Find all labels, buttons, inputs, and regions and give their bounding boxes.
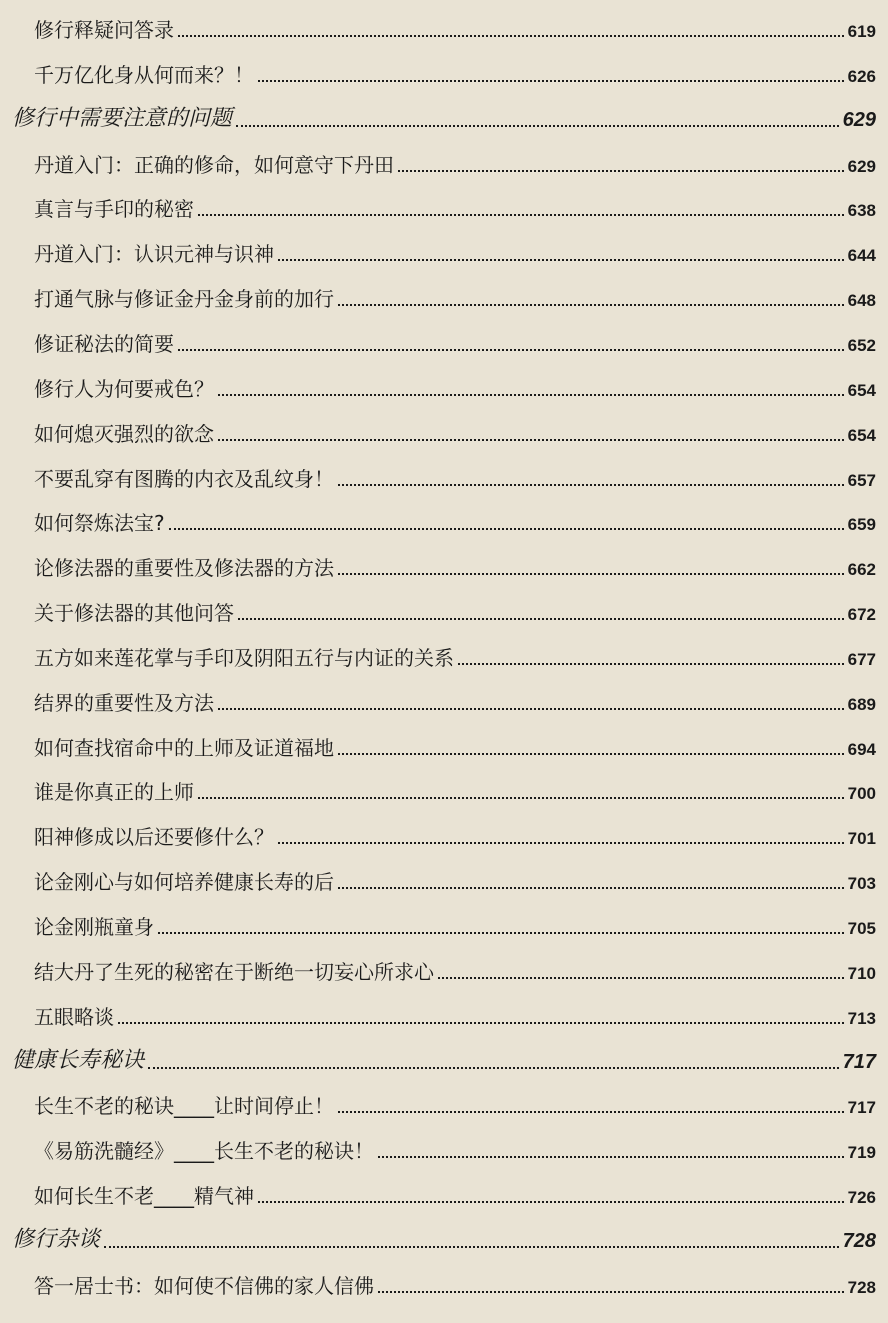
dot-leader xyxy=(378,1291,844,1293)
toc-entry[interactable] xyxy=(0,1170,888,1209)
dot-leader xyxy=(338,753,844,755)
dot-leader xyxy=(118,1022,844,1024)
entry-title: 丹道入门：认识元神与识神 xyxy=(34,242,274,267)
page-number: 644 xyxy=(847,246,876,266)
page-number: 654 xyxy=(847,380,876,400)
toc-section-heading[interactable] xyxy=(0,1215,888,1251)
entry-title: 如何熄灭强烈的欲念 xyxy=(34,421,214,446)
entry-title: 论金刚瓶童身 xyxy=(34,915,154,939)
dot-leader xyxy=(178,35,844,37)
dot-leader xyxy=(438,977,844,979)
dot-leader xyxy=(238,618,844,620)
entry-title: 《易筋洗髓经》____长生不老的秘诀！ xyxy=(34,1139,374,1164)
entry-title: 关于修法器的其他问答 xyxy=(34,601,234,626)
section-title: 修行中需要注意的问题 xyxy=(12,105,233,131)
toc-entry[interactable] xyxy=(0,4,888,40)
dot-leader xyxy=(218,439,844,441)
page-number: 726 xyxy=(847,1188,876,1208)
entry-title: 打通气脉与修证金丹金身前的加行 xyxy=(34,287,334,312)
dot-leader xyxy=(198,797,844,799)
dot-leader xyxy=(158,932,844,934)
toc-entry[interactable] xyxy=(0,946,888,982)
page-number: 619 xyxy=(847,22,876,41)
page-number: 652 xyxy=(847,335,876,355)
dot-leader xyxy=(278,842,844,844)
page-number: 657 xyxy=(847,470,876,490)
toc-entry[interactable] xyxy=(0,811,888,850)
entry-title: 论金刚心与如何培养健康长寿的后 xyxy=(34,870,334,895)
entry-title: 修证秘法的简要 xyxy=(34,331,174,356)
toc-entry[interactable] xyxy=(0,542,888,581)
toc-section-heading[interactable] xyxy=(0,94,888,130)
dot-leader xyxy=(378,1156,844,1158)
dot-leader xyxy=(148,1067,839,1069)
dot-leader xyxy=(198,214,844,216)
dot-leader xyxy=(278,259,844,261)
toc-entry[interactable] xyxy=(0,497,888,536)
toc-entry[interactable] xyxy=(0,363,888,399)
entry-title: 如何祭炼法宝? xyxy=(34,511,165,536)
toc-entry[interactable] xyxy=(0,228,888,267)
dot-leader xyxy=(169,528,844,530)
entry-title: 丹道入门：正确的修命，如何意守下丹田 xyxy=(34,152,394,177)
dot-leader xyxy=(236,125,839,127)
toc-entry[interactable] xyxy=(0,677,888,713)
page-number: 677 xyxy=(847,649,876,669)
page-number: 719 xyxy=(847,1143,876,1163)
toc-entry[interactable] xyxy=(0,766,888,805)
page-number: 728 xyxy=(847,1277,876,1297)
toc-entry[interactable] xyxy=(0,273,888,312)
toc-entry[interactable] xyxy=(0,1125,888,1164)
dot-leader xyxy=(398,170,844,172)
section-title: 修行杂谈 xyxy=(12,1226,101,1252)
page-number: 672 xyxy=(847,605,876,625)
entry-title: 结界的重要性及方法 xyxy=(34,690,214,715)
page-number: 700 xyxy=(847,784,876,804)
dot-leader xyxy=(258,1201,844,1203)
toc-entry[interactable] xyxy=(0,856,888,895)
page-number: 728 xyxy=(842,1229,876,1252)
toc-entry[interactable] xyxy=(0,49,888,85)
toc-entry[interactable] xyxy=(0,632,888,668)
page-number: 713 xyxy=(847,1008,876,1028)
entry-title: 谁是你真正的上师 xyxy=(34,780,194,805)
section-title: 健康长寿秘诀 xyxy=(12,1047,145,1073)
page-number: 648 xyxy=(847,291,876,311)
dot-leader xyxy=(258,80,844,82)
entry-title: 修行人为何要戒色？ xyxy=(34,376,214,401)
page-number: 662 xyxy=(847,560,876,580)
page-number: 717 xyxy=(842,1050,876,1073)
page-number: 703 xyxy=(847,874,876,894)
entry-title: 论修法器的重要性及修法器的方法 xyxy=(34,556,334,581)
toc-entry[interactable] xyxy=(0,587,888,626)
page-number: 710 xyxy=(847,963,876,983)
entry-title: 如何查找宿命中的上师及证道福地 xyxy=(34,735,334,760)
toc-entry[interactable] xyxy=(0,1260,888,1296)
dot-leader xyxy=(218,708,844,710)
dot-leader xyxy=(178,349,844,351)
dot-leader xyxy=(338,1111,844,1113)
page-number: 701 xyxy=(847,829,876,849)
toc-entry[interactable] xyxy=(0,318,888,354)
entry-title: 结大丹了生死的秘密在于断绝一切妄心所求心 xyxy=(34,959,434,984)
toc-entry[interactable] xyxy=(0,183,888,222)
entry-title: 修行释疑问答录 xyxy=(34,18,174,42)
dot-leader xyxy=(338,484,844,486)
page-number: 694 xyxy=(847,739,876,759)
toc-entry[interactable] xyxy=(0,901,888,937)
page-number: 717 xyxy=(847,1098,876,1118)
entry-title: 不要乱穿有图腾的内衣及乱纹身！ xyxy=(34,466,334,491)
dot-leader xyxy=(338,887,844,889)
toc-entry[interactable] xyxy=(0,139,888,175)
page-number: 659 xyxy=(847,515,876,535)
entry-title: 千万亿化身从何而来？！ xyxy=(34,62,254,87)
page-number: 638 xyxy=(847,201,876,221)
entry-title: 长生不老的秘诀____让时间停止！ xyxy=(34,1094,334,1119)
page-number: 629 xyxy=(842,108,876,131)
dot-leader xyxy=(104,1246,839,1248)
entry-title: 真言与手印的秘密 xyxy=(34,197,194,222)
entry-title: 如何长生不老____精气神 xyxy=(34,1184,254,1209)
page-number: 689 xyxy=(847,694,876,714)
page-number: 629 xyxy=(847,156,876,176)
page-number: 626 xyxy=(847,66,876,86)
entry-title: 五方如来莲花掌与手印及阴阳五行与内证的关系 xyxy=(34,645,454,670)
dot-leader xyxy=(338,304,844,306)
page-number: 705 xyxy=(847,919,876,938)
entry-title: 五眼略谈 xyxy=(34,1004,114,1029)
dot-leader xyxy=(458,663,844,665)
dot-leader xyxy=(218,394,844,396)
toc-entry[interactable] xyxy=(0,722,888,758)
toc-entry[interactable] xyxy=(0,991,888,1027)
toc-entry[interactable] xyxy=(0,1080,888,1119)
toc-entry[interactable] xyxy=(0,408,888,444)
dot-leader xyxy=(338,573,844,575)
toc-section-heading[interactable] xyxy=(0,1036,888,1072)
entry-title: 阳神修成以后还要修什么？ xyxy=(34,825,274,850)
page-number: 654 xyxy=(847,425,876,445)
entry-title: 答一居士书：如何使不信佛的家人信佛 xyxy=(34,1273,374,1298)
toc-entry[interactable] xyxy=(0,453,888,489)
